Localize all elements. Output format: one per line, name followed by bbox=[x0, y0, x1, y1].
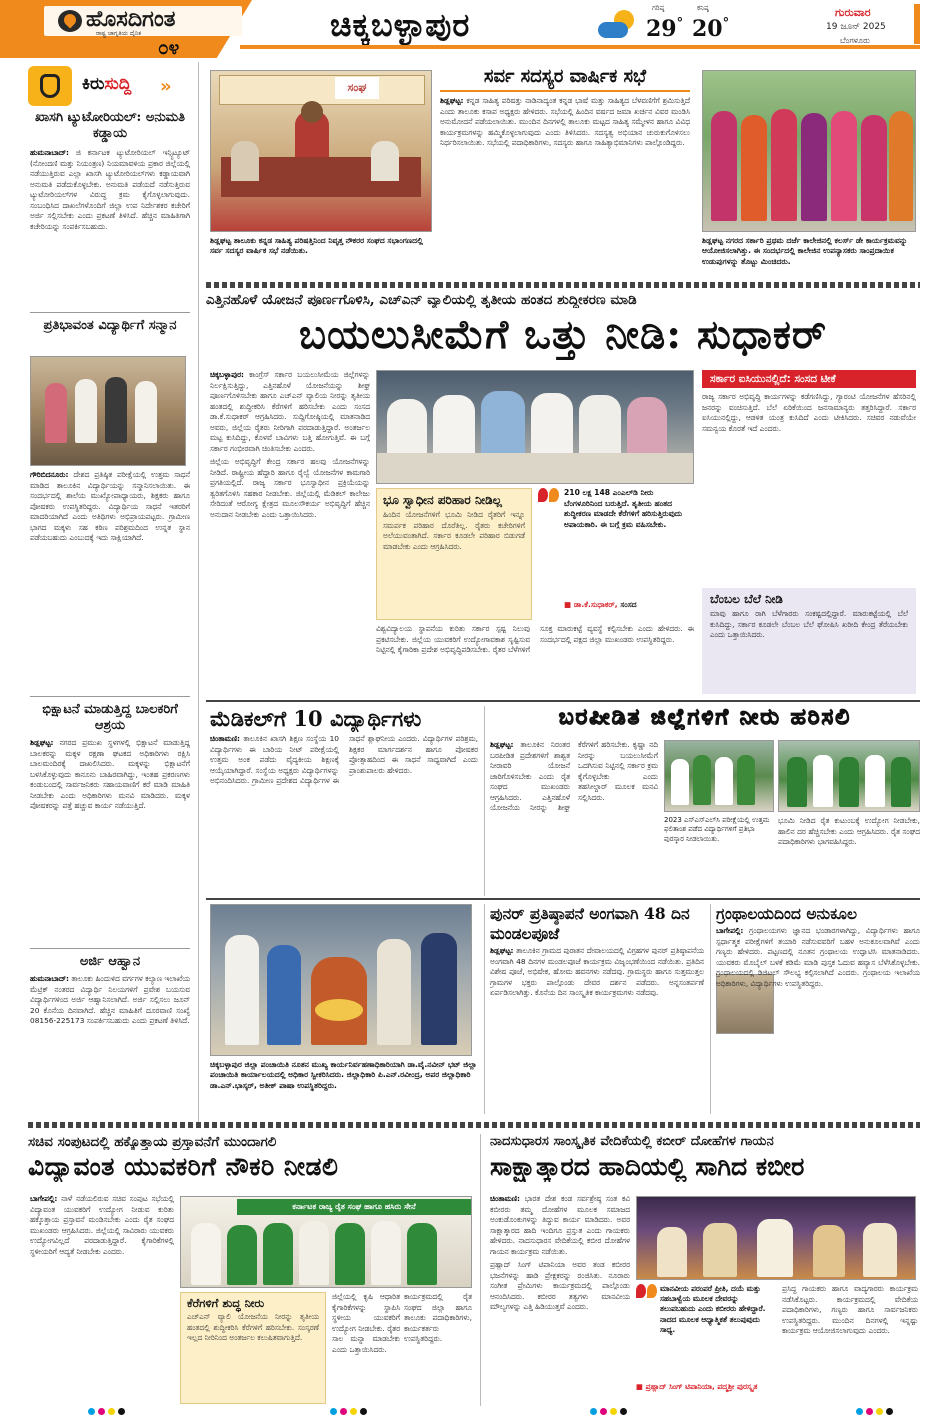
medical-dateline: ಚಿಂತಾಮಣಿ: bbox=[210, 734, 240, 743]
column-divider bbox=[480, 1134, 481, 1406]
drought-text: ತಾಲೂಕಿನ ನಿರಂತರ ಬರಪೀಡಿತ ಪ್ರದೇಶಗಳಿಗೆ ಶಾಶ್ವತ ನೀರಾವರಿ ಯೋಜನೆ ಜಾರಿಗೊಳಿಸಬೇಕು ಎಂದು ರೈತ ಸಂಘದ ಮುಖಂಡರು ಆಗ್ರಹಿಸಿದರು. ಎತ್ತಿನಹೊಳೆ ಯೋಜನೆಯ ನೀರನ್ನು ಶೀಘ್ರ ಕೆರೆಗಳಿಗೆ ಹರಿಸಬೇಕು. ಕೃಷ್ಣಾ ನದಿ ನೀರನ್ನು ಬಯಲುಸೀಮೆಗೆ ಒದಗಿಸುವ ನಿಟ್ಟಿನಲ್ಲಿ ಸರ್ಕಾರ ಕ್ರಮ ಕೈಗೊಳ್ಳಬೇಕು ಎಂದು ತಹಸೀಲ್ದಾರ್ ಮೂಲಕ ಮನವಿ ಸಲ್ಲಿಸಿದರು. bbox=[490, 740, 658, 813]
min-temp-label: ಕನಿಷ್ಠ bbox=[697, 4, 709, 12]
registration-marks bbox=[590, 1408, 650, 1416]
lead-body-a bbox=[210, 370, 370, 698]
kabir-text-a: ಭಾರತ ದೇಶ ಕಂಡ ಸರ್ವಶ್ರೇಷ್ಠ ಸಂತ ಕವಿ ಕಬೀರರು ತಮ್ಮ ದೋಹೆಗಳ ಮೂಲಕ ಸಮಾಜದ ಅಂಕುಡೊಂಕುಗಳನ್ನು ತಿದ್ದುವ ಕಾರ್ಯ ಮಾಡಿದರು. ಅವರ ಸಾಕ್ಷಾತ್ಕಾರದ ಹಾದಿ ಇಂದಿಗೂ ಪ್ರಸ್ತುತ ಎಂದು ಗಾಯಕರು ಹೇಳಿದರು. ನಾದಸುಧಾರಸ ವೇದಿಕೆಯಲ್ಲಿ ಕಬೀರ ದೋಹೆಗಳ ಗಾಯನ ಕಾರ್ಯಕ್ರಮ ನಡೆಯಿತು. bbox=[490, 1194, 630, 1256]
lead-side-body: ರಾಜ್ಯ ಸರ್ಕಾರ ಅಭಿವೃದ್ಧಿ ಕಾರ್ಯಗಳನ್ನು ಕಡೆಗಣಿಸಿದ್ದು, ಗ್ಯಾರಂಟಿ ಯೋಜನೆಗಳ ಹೆಸರಿನಲ್ಲಿ ಜನರನ್ನು ವಂಚಿಸುತ್ತಿದೆ. ಬೆಲೆ ಏರಿಕೆಯಿಂದ ಜನಸಾಮಾನ್ಯರು ತತ್ತರಿಸಿದ್ದಾರೆ. ಸರ್ಕಾರ ಐಸಿಯುನಲ್ಲಿದ್ದು, ಆಡಳಿತ ಯಂತ್ರ ಕುಸಿದಿದೆ ಎಂದು ಟೀಕಿಸಿದರು. ಸಚಿವರ ನಡುವೆಯೇ ಸಮನ್ವಯ ಕೊರತೆ ಇದೆ ಎಂದರು. bbox=[702, 392, 916, 433]
drought-body bbox=[490, 740, 658, 892]
registration-marks bbox=[330, 1408, 390, 1416]
lead-box-body: ಹಿಂದಿನ ಯೋಜನೆಗಳಿಗೆ ಭೂಮಿ ನೀಡಿದ ರೈತರಿಗೆ ಇನ್ನೂ ಸಮರ್ಪಕ ಪರಿಹಾರ ದೊರೆತಿಲ್ಲ. ರೈತರು ಕಚೇರಿಗಳಿಗೆ ಅಲೆಯುವಂತಾಗಿದೆ. ಸರ್ಕಾರ ಕೂಡಲೇ ಪರಿಹಾರ ಬಿಡುಗಡೆ ಮಾಡಬೇಕು ಎಂದು ಆಗ್ರಹಿಸಿದರು. bbox=[383, 510, 525, 551]
top-story1-body bbox=[440, 96, 690, 278]
lead-box bbox=[376, 488, 532, 620]
kirusuddi-label-b: ಸುದ್ದಿ bbox=[104, 74, 132, 94]
column-divider bbox=[484, 706, 485, 896]
drought-photo bbox=[664, 740, 774, 812]
brief4-headline: ಅರ್ಜಿ ಆಹ್ವಾನ bbox=[79, 954, 141, 969]
brand-tagline: ರಾಷ್ಟ್ರ ಜಾಗೃತಿಯ ದೈನಿಕ bbox=[96, 30, 142, 37]
drought-body-2: ಭೂಮಿ ನೀಡಿದ ರೈತ ಕುಟುಂಬಕ್ಕೆ ಉದ್ಯೋಗ ನೀಡಬೇಕು, ಹಾಲಿನ ದರ ಹೆಚ್ಚಿಸಬೇಕು ಎಂದು ಆಗ್ರಹಿಸಿದರು. ರೈತ ಸಂಘದ ಪದಾಧಿಕಾರಿಗಳು ಭಾಗವಹಿಸಿದ್ದರು. bbox=[778, 816, 920, 847]
top-story2-caption: ಶಿಡ್ಲಘಟ್ಟ ನಗರದ ಸರ್ಕಾರಿ ಪ್ರಥಮ ದರ್ಜೆ ಕಾಲೇಜಿನಲ್ಲಿ ಕಲರ್ಸ್ ಡೇ ಕಾರ್ಯಕ್ರಮವನ್ನು ಆಯೋಜಿಸಲಾಗಿತ್ತು. ಈ ಸಂದರ್ಭದಲ್ಲಿ ಕಾಲೇಜಿನ ಉಪನ್ಯಾಸಕರು ಸಾಂಪ್ರದಾಯಿಕ ಉಡುಪುಗಳನ್ನು ತೊಟ್ಟು ಮಿಂಚಿದರು. bbox=[702, 236, 908, 266]
divider bbox=[206, 898, 920, 900]
lead-headline: ಬಯಲುಸೀಮೆಗೆ ಒತ್ತು ನೀಡಿ: ಸುಧಾಕರ್ bbox=[299, 311, 827, 358]
lead-quote-attribution: ■ ಡಾ.ಕೆ.ಸುಧಾಕರ್, ಸಂಸದ bbox=[564, 600, 637, 609]
lead-side2-body: ಮಾವು ಹಾಗೂ ರಾಗಿ ಬೆಳೆಗಾರರು ಸಂಕಷ್ಟದಲ್ಲಿದ್ದಾರೆ. ಮಾರುಕಟ್ಟೆಯಲ್ಲಿ ಬೆಲೆ ಕುಸಿದಿದ್ದು, ಸರ್ಕಾರ ಕೂಡಲೇ ಬೆಂಬಲ ಬೆಲೆ ಘೋಷಿಸಿ ಖರೀದಿ ಕೇಂದ್ರ ತೆರೆಯಬೇಕು ಎಂದು ಒತ್ತಾಯಿಸಿದರು. bbox=[710, 609, 908, 640]
sun-cloud-icon bbox=[596, 8, 636, 44]
brief2-photo bbox=[30, 356, 186, 466]
lead-side2 bbox=[702, 588, 916, 694]
drought-caption: 2023 ಎಸ್‌ಎಸ್‌ಎಲ್‌ಸಿ ಪರೀಕ್ಷೆಯಲ್ಲಿ ಉತ್ತಮ ಫಲಿತಾಂಶ ಪಡೆದ ವಿದ್ಯಾರ್ಥಿಗಳಿಗೆ ಪ್ರತಿಭಾ ಪುರಸ್ಕಾರ ನೀಡಲಾಯಿತು. bbox=[664, 816, 770, 843]
kirusuddi-label-a: ಕಿರು bbox=[82, 74, 105, 94]
lead-body-c: ವಿಶ್ವವಿದ್ಯಾಲಯ ಸ್ಥಾಪನೆಯ ಕುರಿತು ಸರ್ಕಾರ ಸ್ಪಷ್ಟ ನಿಲುವು ಪ್ರಕಟಿಸಬೇಕು. ಜಿಲ್ಲೆಯ ಯುವಕರಿಗೆ ಉದ್ಯೋಗಾವಕಾಶ ಸೃಷ್ಟಿಸುವ ನಿಟ್ಟಿನಲ್ಲಿ ಕೈಗಾರಿಕಾ ಪ್ರದೇಶ ಅಭಿವೃದ್ಧಿಪಡಿಸಬೇಕು. ರೈತರ ಬೆಳೆಗಳಿಗೆ ಸೂಕ್ತ ಮಾರುಕಟ್ಟೆ ವ್ಯವಸ್ಥೆ ಕಲ್ಪಿಸಬೇಕು ಎಂದು ಹೇಳಿದರು. ಈ ಸಂದರ್ಭದಲ್ಲಿ ಪಕ್ಷದ ಜಿಲ್ಲಾ ಮುಖಂಡರು ಉಪಸ್ಥಿತರಿದ್ದರು. bbox=[376, 624, 694, 655]
column-divider bbox=[198, 62, 199, 1124]
lead-text-a: ಕಾಂಗ್ರೆಸ್ ಸರ್ಕಾರ ಬಯಲುಸೀಮೆಯ ಜಿಲ್ಲೆಗಳನ್ನು ನಿರ್ಲಕ್ಷಿಸುತ್ತಿದ್ದು, ಎತ್ತಿನಹೊಳೆ ಯೋಜನೆಯನ್ನು ಶೀಘ್ರ ಪೂರ್ಣಗೊಳಿಸಬೇಕು ಹಾಗೂ ಎಚ್‌ಎನ್ ವ್ಯಾಲಿಯ ನೀರನ್ನು ತೃತೀಯ ಹಂತದಲ್ಲಿ ಶುದ್ಧೀಕರಿಸಿ ಕೆರೆಗಳಿಗೆ ಹರಿಸಬೇಕು ಎಂದು ಸಂಸದ ಡಾ.ಕೆ.ಸುಧಾಕರ್ ಆಗ್ರಹಿಸಿದರು. ಸುದ್ದಿಗೋಷ್ಠಿಯಲ್ಲಿ ಮಾತನಾಡಿದ ಅವರು, ಜಿಲ್ಲೆಯ ರೈತರು ನೀರಿಗಾಗಿ ಪರದಾಡುತ್ತಿದ್ದಾರೆ. ಅಂತರ್ಜಲ ಮಟ್ಟ ಕುಸಿದಿದ್ದು, ಕೊಳವೆ ಬಾವಿಗಳು ಬತ್ತಿ ಹೋಗುತ್ತಿವೆ. ಈ ಬಗ್ಗೆ ಸರ್ಕಾರ ಗಂಭೀರವಾಗಿ ಚಿಂತಿಸಬೇಕು ಎಂದರು. bbox=[210, 370, 370, 453]
divider bbox=[206, 700, 920, 702]
top-story1-text: ಕನ್ನಡ ಸಾಹಿತ್ಯ ಪರಿಷತ್ತು ನಾಡಿನಾದ್ಯಂತ ಕನ್ನಡ ಭಾಷೆ ಮತ್ತು ಸಾಹಿತ್ಯದ ಬೆಳವಣಿಗೆಗೆ ಶ್ರಮಿಸುತ್ತಿದೆ ಎಂದು ತಾಲೂಕು ಕಸಾಪ ಅಧ್ಯಕ್ಷರು ಹೇಳಿದರು. ಸಭೆಯಲ್ಲಿ ಹಿಂದಿನ ವರ್ಷದ ಜಮಾ ಖರ್ಚಿನ ವಿವರ ಮಂಡಿಸಿ ಅನುಮೋದನೆ ಪಡೆಯಲಾಯಿತು. ಮುಂದಿನ ದಿನಗಳಲ್ಲಿ ತಾಲೂಕು ಮಟ್ಟದ ಸಾಹಿತ್ಯ ಸಮ್ಮೇಳನ ಹಾಗೂ ವಿವಿಧ ಕಾರ್ಯಕ್ರಮಗಳನ್ನು ಹಮ್ಮಿಕೊಳ್ಳಲಾಗುವುದು ಎಂದು ತಿಳಿಸಿದರು. ಸದಸ್ಯತ್ವ ಅಭಿಯಾನ ಚುರುಕುಗೊಳಿಸಲು ನಿರ್ಧರಿಸಲಾಯಿತು. ಸಭೆಯಲ್ಲಿ ಪದಾಧಿಕಾರಿಗಳು, ಸದಸ್ಯರು ಹಾಗೂ ಸಾಹಿತ್ಯಾಭಿಮಾನಿಗಳು ಪಾಲ್ಗೊಂಡಿದ್ದರು. bbox=[440, 96, 690, 148]
lead-kicker: ಎತ್ತಿನಹೊಳೆ ಯೋಜನೆ ಪೂರ್ಣಗೊಳಿಸಿ, ಎಚ್‌ಎನ್ ವ್ಯಾಲಿಯಲ್ಲಿ ತೃತೀಯ ಹಂತದ ಶುದ್ಧೀಕರಣ ಮಾಡಿ bbox=[206, 292, 637, 308]
kabir-quote-text: ಮಾನವೀಯ ಪರಂಪರೆ ಪ್ರೀತಿ, ದಯೆ ಮತ್ತು ಸಹಬಾಳ್ವೆಯ ಮೂಲಕ ದೇವರನ್ನು ತಲುಪಬಹುದು ಎಂದು ಕಬೀರರು ಹೇಳಿದ್ದಾರೆ. ನಾದದ ಮೂಲಕ ಆಧ್ಯಾತ್ಮಿಕತೆ ತಲುಪುವುದು ಸಾಧ್ಯ. bbox=[660, 1284, 766, 1334]
brand-name: ಹೊಸದಿಗಂತ bbox=[86, 6, 176, 32]
chevron-right-icon: » bbox=[160, 76, 172, 97]
brief4-dateline: ಹುಮನಾಬಾದ್: bbox=[30, 974, 70, 983]
min-temp bbox=[692, 16, 729, 42]
jobs-body-a bbox=[30, 1194, 174, 1404]
divider bbox=[30, 696, 190, 697]
jobs-banner: ಕರ್ನಾಟಕ ರಾಜ್ಯ ರೈತ ಸಂಘ ಹಾಗೂ ಹಸಿರು ಸೇನೆ bbox=[237, 1199, 471, 1215]
jobs-box-body: ಎಚ್‌ಎನ್ ವ್ಯಾಲಿ ಯೋಜನೆಯ ನೀರನ್ನು ತೃತೀಯ ಹಂತದಲ್ಲಿ ಶುದ್ಧೀಕರಿಸಿ ಕೆರೆಗಳಿಗೆ ಹರಿಸಬೇಕು. ಸಂಸ್ಕರಣೆ ಇಲ್ಲದ ನೀರಿನಿಂದ ಅಂತರ್ಜಲ ಕಲುಷಿತವಾಗುತ್ತಿದೆ. bbox=[187, 1312, 319, 1343]
photo-banner-text: ಸಂಘ bbox=[335, 77, 379, 99]
page-number: ೦೪ bbox=[158, 37, 180, 59]
kabir-quote-attribution: ■ ಪ್ರಹ್ಲಾದ್ ಸಿಂಗ್ ಟಿಪಾನಿಯಾ, ಪದ್ಮಶ್ರೀ ಪುರಸ್ಕೃತ bbox=[636, 1382, 758, 1391]
top-story1-dateline: ಶಿಡ್ಲಘಟ್ಟ: bbox=[440, 96, 464, 105]
column-divider bbox=[710, 904, 711, 1114]
lead-dateline: ಚಿಕ್ಕಬಳ್ಳಾಪುರ: bbox=[210, 370, 244, 379]
brief1-dateline: ಹುಮನಾಬಾದ್: bbox=[30, 148, 70, 157]
drought-headline: ಬರಪೀಡಿತ ಜಿಲ್ಲೆಗಳಿಗೆ ನೀರು ಹರಿಸಲಿ bbox=[558, 704, 852, 730]
lead-text-b: ಜಿಲ್ಲೆಯ ಅಭಿವೃದ್ಧಿಗೆ ಕೇಂದ್ರ ಸರ್ಕಾರ ಹಲವು ಯೋಜನೆಗಳನ್ನು ನೀಡಿದೆ. ರಾಷ್ಟ್ರೀಯ ಹೆದ್ದಾರಿ ಹಾಗೂ ರೈಲ್ವೆ ಯೋಜನೆಗಳ ಕಾಮಗಾರಿ ಪ್ರಗತಿಯಲ್ಲಿದೆ. ರಾಜ್ಯ ಸರ್ಕಾರ ಭೂಸ್ವಾಧೀನ ಪ್ರಕ್ರಿಯೆಯನ್ನು ತ್ವರಿತಗೊಳಿಸಿ ಸಹಕಾರ ನೀಡಬೇಕು. ಜಿಲ್ಲೆಯಲ್ಲಿ ಮೆಡಿಕಲ್ ಕಾಲೇಜು ಸೇರಿದಂತೆ ಆರೋಗ್ಯ ಕ್ಷೇತ್ರದ ಮೂಲಸೌಕರ್ಯ ಅಭಿವೃದ್ಧಿಗೆ ಹೆಚ್ಚಿನ ಅನುದಾನ ನೀಡಬೇಕು ಎಂದು ಒತ್ತಾಯಿಸಿದರು. bbox=[210, 457, 370, 519]
brief3-text: ನಗರದ ಪ್ರಮುಖ ಸ್ಥಳಗಳಲ್ಲಿ ಭಿಕ್ಷಾಟನೆ ಮಾಡುತ್ತಿದ್ದ ಬಾಲಕರನ್ನು ಮಕ್ಕಳ ರಕ್ಷಣಾ ಘಟಕದ ಅಧಿಕಾರಿಗಳು ರಕ್ಷಿಸಿ ಬಾಲಮಂದಿರಕ್ಕೆ ದಾಖಲಿಸಿದರು. ಮಕ್ಕಳನ್ನು ಭಿಕ್ಷಾಟನೆಗೆ ಬಳಸಿಕೊಳ್ಳುವುದು ಕಾನೂನು ಬಾಹಿರವಾಗಿದ್ದು, ಇಂತಹ ಪ್ರಕರಣಗಳು ಕಂಡುಬಂದಲ್ಲಿ ಸಾರ್ವಜನಿಕರು ಸಹಾಯವಾಣಿಗೆ ಕರೆ ಮಾಡಿ ಮಾಹಿತಿ ನೀಡಬೇಕು ಎಂದು ಅಧಿಕಾರಿಗಳು ಮನವಿ ಮಾಡಿದರು. ಮಕ್ಕಳ ಪೋಷಕರನ್ನು ಪತ್ತೆ ಹಚ್ಚುವ ಕಾರ್ಯ ನಡೆಯುತ್ತಿದೆ. bbox=[30, 738, 190, 811]
kabir-body-c: ಪ್ರಸಿದ್ಧ ಗಾಯಕರು ಹಾಗೂ ವಾದ್ಯಗಾರರು ಕಾರ್ಯಕ್ರಮ ನಡೆಸಿಕೊಟ್ಟರು. ಕಾರ್ಯಕ್ರಮದಲ್ಲಿ ವೇದಿಕೆಯ ಪದಾಧಿಕಾರಿಗಳು, ಗಣ್ಯರು ಹಾಗೂ ಸಾರ್ವಜನಿಕರು ಉಪಸ್ಥಿತರಿದ್ದರು. ಮುಂದಿನ ದಿನಗಳಲ್ಲಿ ಇನ್ನಷ್ಟು ಕಾರ್ಯಕ್ರಮ ಆಯೋಜಿಸಲಾಗುವುದು ಎಂದರು. bbox=[782, 1284, 918, 1336]
jobs-kicker: ಸಚಿವ ಸಂಪುಟದಲ್ಲಿ ಹಕ್ಕೊತ್ತಾಯ ಪ್ರಸ್ತಾವನೆಗೆ ಮುಂದಾಗಲಿ bbox=[28, 1134, 277, 1150]
top-story2-photo bbox=[702, 70, 916, 232]
registration-marks bbox=[856, 1408, 916, 1416]
medical-text: ತಾಲೂಕಿನ ಖಾಸಗಿ ಶಿಕ್ಷಣ ಸಂಸ್ಥೆಯ 10 ವಿದ್ಯಾರ್ಥಿಗಳು ಈ ಬಾರಿಯ ನೀಟ್ ಪರೀಕ್ಷೆಯಲ್ಲಿ ಉತ್ತಮ ಅಂಕ ಪಡೆದು ವೈದ್ಯಕೀಯ ಶಿಕ್ಷಣಕ್ಕೆ ಆಯ್ಕೆಯಾಗಿದ್ದಾರೆ. ಸಂಸ್ಥೆಯ ಅಧ್ಯಕ್ಷರು ವಿದ್ಯಾರ್ಥಿಗಳನ್ನು ಅಭಿನಂದಿಸಿದರು. ಗ್ರಾಮೀಣ ಪ್ರದೇಶದ ವಿದ್ಯಾರ್ಥಿಗಳ ಈ ಸಾಧನೆ ಶ್ಲಾಘನೀಯ ಎಂದರು. ವಿದ್ಯಾರ್ಥಿಗಳ ಪರಿಶ್ರಮ, ಶಿಕ್ಷಕರ ಮಾರ್ಗದರ್ಶನ ಹಾಗೂ ಪೋಷಕರ ಪ್ರೋತ್ಸಾಹದಿಂದ ಈ ಸಾಧನೆ ಸಾಧ್ಯವಾಗಿದೆ ಎಂದು ಪ್ರಾಂಶುಪಾಲರು ಹೇಳಿದರು. bbox=[210, 734, 478, 786]
top-story1-headline: ಸರ್ವ ಸದಸ್ಯರ ವಾರ್ಷಿಕ ಸಭೆ bbox=[483, 66, 647, 87]
medical-headline: ಮೆಡಿಕಲ್‌ಗೆ 10 ವಿದ್ಯಾರ್ಥಿಗಳು bbox=[210, 706, 422, 731]
min-temp-value: 20 bbox=[692, 16, 723, 42]
kabir-dateline: ಚಿಂತಾಮಣಿ: bbox=[490, 1194, 520, 1203]
kabir-quote-role: ಪದ್ಮಶ್ರೀ ಪುರಸ್ಕೃತ bbox=[717, 1382, 758, 1391]
kabir-kicker: ನಾದಸುಧಾರಸ ಸಾಂಸ್ಕೃತಿಕ ವೇದಿಕೆಯಲ್ಲಿ ಕಬೀರ್ ದೋಹೆಗಳ ಗಾಯನ bbox=[490, 1134, 774, 1149]
brief1-headline: ಖಾಸಗಿ ಟ್ಯುಟೋರಿಯಲ್: ಅನುಮತಿ ಕಡ್ಡಾಯ bbox=[34, 110, 185, 142]
registration-marks bbox=[88, 1408, 148, 1416]
masthead bbox=[0, 0, 945, 58]
city: ಬೆಂಗಳೂರು bbox=[840, 36, 870, 45]
finger-icon-glyph bbox=[40, 74, 60, 98]
divider bbox=[30, 312, 190, 313]
anganwadi-text: ತಾಲೂಕಿನ ಗ್ರಾಮದ ಪುರಾತನ ದೇವಾಲಯದಲ್ಲಿ ವಿಗ್ರಹಗಳ ಪುನರ್ ಪ್ರತಿಷ್ಠಾಪನೆಯ ಅಂಗವಾಗಿ 48 ದಿನಗಳ ಮಂಡಲಪೂಜೆ ಕಾರ್ಯಕ್ರಮ ವಿಜೃಂಭಣೆಯಿಂದ ನಡೆಯಿತು. ಪ್ರತಿದಿನ ವಿಶೇಷ ಪೂಜೆ, ಅಭಿಷೇಕ, ಹೋಮ ಹವನಗಳು ನಡೆದವು. ಗ್ರಾಮಸ್ಥರು ಹಾಗೂ ಸುತ್ತಮುತ್ತಲ ಗ್ರಾಮಗಳ ಭಕ್ತರು ಪಾಲ್ಗೊಂಡು ದೇವರ ದರ್ಶನ ಪಡೆದರು. ಅನ್ನಸಂತರ್ಪಣೆ ಏರ್ಪಡಿಸಲಾಗಿತ್ತು. ಕೊನೆಯ ದಿನ ಸಾಂಸ್ಕೃತಿಕ ಕಾರ್ಯಕ್ರಮಗಳು ನಡೆದವು. bbox=[490, 946, 704, 998]
quote-mark-icon bbox=[538, 488, 560, 510]
masthead-end-bar bbox=[914, 4, 920, 44]
zp-caption: ಚಿಕ್ಕಬಳ್ಳಾಪುರ ಜಿಲ್ಲಾ ಪಂಚಾಯಿತಿ ನೂತನ ಮುಖ್ಯ ಕಾರ್ಯನಿರ್ವಹಣಾಧಿಕಾರಿಯಾಗಿ ಡಾ.ವೈ.ನವೀನ್ ಭಟ್ ಜಿಲ್ಲಾ ಪಂಚಾಯಿತಿ ಕಾರ್ಯಾಲಯದಲ್ಲಿ ಅಧಿಕಾರ ಸ್ವೀಕರಿಸಿದರು. ಜಿಲ್ಲಾಧಿಕಾರಿ ಪಿ.ಎನ್.ರವೀಂದ್ರ, ಅಪರ ಜಿಲ್ಲಾಧಿಕಾರಿ ಡಾ.ಎನ್.ಭಾಸ್ಕರ್, ಅತೀಕ್ ಪಾಷಾ ಉಪಸ್ಥಿತರಿದ್ದರು. bbox=[210, 1060, 477, 1090]
section-dots bbox=[28, 1122, 920, 1128]
max-temp bbox=[646, 16, 683, 42]
max-temp-value: 29 bbox=[646, 16, 677, 42]
medical-body bbox=[210, 734, 478, 892]
library-dateline: ಬಾಗೇಪಲ್ಲಿ: bbox=[716, 926, 744, 935]
anganwadi-headline: ಪುನರ್ ಪ್ರತಿಷ್ಠಾಪನೆ ಅಂಗವಾಗಿ 48 ದಿನ ಮಂಡಲಪೂಜೆ bbox=[490, 904, 690, 944]
top-story1-photo bbox=[210, 70, 432, 232]
degree-symbol: ° bbox=[676, 16, 684, 31]
lead-quote-role: ಸಂಸದ bbox=[620, 600, 637, 609]
anganwadi-dateline: ಶಿಡ್ಲಘಟ್ಟ: bbox=[490, 946, 514, 955]
lead-side2-title: ಬೆಂಬಲ ಬೆಲೆ ನೀಡಿ bbox=[710, 592, 783, 606]
column-divider bbox=[484, 904, 485, 1114]
anganwadi-body bbox=[490, 946, 704, 1114]
brief2-body bbox=[30, 470, 190, 692]
kabir-headline: ಸಾಕ್ಷಾತ್ಕಾರದ ಹಾದಿಯಲ್ಲಿ ಸಾಗಿದ ಕಬೀರ bbox=[490, 1152, 805, 1181]
jobs-photo bbox=[180, 1196, 472, 1288]
zp-photo bbox=[210, 904, 472, 1056]
jobs-body-c: ಕಾರ್ಯಕ್ರಮದಲ್ಲಿ ರೈತ ಸಂಘದ ಜಿಲ್ಲಾ ಹಾಗೂ ತಾಲೂಕು ಪದಾಧಿಕಾರಿಗಳು, ಕಾರ್ಯಕರ್ತರು ಉಪಸ್ಥಿತರಿದ್ದರು. bbox=[404, 1292, 472, 1344]
kabir-body-a bbox=[490, 1194, 630, 1404]
brief4-body bbox=[30, 974, 190, 1114]
kirusuddi-label bbox=[82, 74, 131, 94]
kabir-quote bbox=[636, 1284, 776, 1404]
jobs-dateline: ಬಾಗೇಪಲ್ಲಿ: bbox=[30, 1194, 58, 1203]
max-temp-label: ಗರಿಷ್ಠ bbox=[652, 4, 665, 12]
brief2-text: ದೇಶದ ಪ್ರತಿಷ್ಠಿತ ಪರೀಕ್ಷೆಯಲ್ಲಿ ಉತ್ತಮ ಸಾಧನೆ ಮಾಡಿದ ತಾಲೂಕಿನ ವಿದ್ಯಾರ್ಥಿಯನ್ನು ಸನ್ಮಾನಿಸಲಾಯಿತು. ಈ ಸಂದರ್ಭದಲ್ಲಿ ಶಾಲೆಯ ಮುಖ್ಯೋಪಾಧ್ಯಾಯರು, ಶಿಕ್ಷಕರು ಹಾಗೂ ಪೋಷಕರು ಉಪಸ್ಥಿತರಿದ್ದರು. ವಿದ್ಯಾರ್ಥಿಯ ಸಾಧನೆ ಇತರರಿಗೆ ಮಾದರಿಯಾಗಿದೆ ಎಂದು ಅತಿಥಿಗಳು ಅಭಿಪ್ರಾಯಪಟ್ಟರು. ಗ್ರಾಮೀಣ ಭಾಗದ ಮಕ್ಕಳು ಸಹ ಕಠಿಣ ಪರಿಶ್ರಮದಿಂದ ಉನ್ನತ ಸ್ಥಾನ ಪಡೆಯಬಹುದು ಎಂಬುದಕ್ಕೆ ಇದು ಸಾಕ್ಷಿಯಾಗಿದೆ. bbox=[30, 470, 190, 543]
lead-side-title: ಸರ್ಕಾರ ಐಸಿಯುನಲ್ಲಿದೆ: ಸಂಸದ ಟೀಕೆ bbox=[702, 370, 916, 388]
lead-quote bbox=[538, 488, 694, 620]
masthead-rule bbox=[240, 45, 920, 49]
library-body bbox=[716, 926, 920, 1114]
drought-photo-2 bbox=[778, 740, 920, 812]
jobs-headline: ವಿದ್ಯಾವಂತ ಯುವಕರಿಗೆ ನೌಕರಿ ನೀಡಲಿ bbox=[28, 1152, 339, 1181]
jobs-box bbox=[180, 1292, 326, 1404]
brief2-dateline: ಗೌರಿಬಿದನೂರು: bbox=[30, 470, 69, 479]
date: 19 ಜೂನ್ 2025 bbox=[826, 22, 886, 32]
kirusuddi-header bbox=[28, 66, 186, 106]
quote-mark-icon bbox=[636, 1284, 658, 1306]
kabir-text-b: ಪ್ರಹ್ಲಾದ್ ಸಿಂಗ್ ಟಿಪಾನಿಯಾ ಅವರ ತಂಡ ಕಬೀರರ ಭಜನೆಗಳನ್ನು ಹಾಡಿ ಪ್ರೇಕ್ಷಕರನ್ನು ರಂಜಿಸಿತು. ನೂರಾರು ಸಂಗೀತ ಪ್ರೇಮಿಗಳು ಕಾರ್ಯಕ್ರಮದಲ್ಲಿ ಪಾಲ್ಗೊಂಡು ಆನಂದಿಸಿದರು. ಕಬೀರರ ತತ್ವಗಳು ಮಾನವೀಯ ಮೌಲ್ಯಗಳನ್ನು ಎತ್ತಿ ಹಿಡಿಯುತ್ತವೆ ಎಂದರು. bbox=[490, 1260, 630, 1312]
brief2-headline: ಪ್ರತಿಭಾವಂತ ವಿದ್ಯಾರ್ಥಿಗೆ ಸನ್ಮಾನ bbox=[43, 318, 177, 333]
jobs-text-a: ನಾಳೆ ನಡೆಯಲಿರುವ ಸಚಿವ ಸಂಪುಟ ಸಭೆಯಲ್ಲಿ ವಿದ್ಯಾವಂತ ಯುವಕರಿಗೆ ಉದ್ಯೋಗ ನೀಡುವ ಕುರಿತು ಹಕ್ಕೊತ್ತಾಯ ಪ್ರಸ್ತಾವನೆ ಮಂಡಿಸಬೇಕು ಎಂದು ರೈತ ಸಂಘದ ಮುಖಂಡರು ಆಗ್ರಹಿಸಿದರು. ಜಿಲ್ಲೆಯಲ್ಲಿ ಸಾವಿರಾರು ಯುವಕರು ಉದ್ಯೋಗವಿಲ್ಲದೆ ಪರದಾಡುತ್ತಿದ್ದಾರೆ. ಕೈಗಾರಿಕೆಗಳಲ್ಲಿ ಸ್ಥಳೀಯರಿಗೆ ಆದ್ಯತೆ ನೀಡಬೇಕು ಎಂದರು. bbox=[30, 1194, 174, 1256]
jobs-box-title: ಕೆರೆಗಳಿಗೆ ಶುದ್ಧ ನೀರು bbox=[187, 1296, 265, 1310]
brief4-text: ತಾಲೂಕು ಹಿಂದುಳಿದ ವರ್ಗಗಳ ಕಲ್ಯಾಣ ಇಲಾಖೆಯ ಮೆಟ್ರಿಕ್ ನಂತರದ ವಿದ್ಯಾರ್ಥಿ ನಿಲಯಗಳಿಗೆ ಪ್ರವೇಶ ಬಯಸುವ ವಿದ್ಯಾರ್ಥಿಗಳಿಂದ ಅರ್ಜಿ ಆಹ್ವಾನಿಸಲಾಗಿದೆ. ಅರ್ಜಿ ಸಲ್ಲಿಸಲು ಜೂನ್ 20 ಕೊನೆಯ ದಿನವಾಗಿದೆ. ಹೆಚ್ಚಿನ ಮಾಹಿತಿಗೆ ದೂರವಾಣಿ ಸಂಖ್ಯೆ 08156-225173 ಸಂಪರ್ಕಿಸಬಹುದು ಎಂದು ಪ್ರಕಟಣೆ ತಿಳಿಸಿದೆ. bbox=[30, 974, 190, 1026]
top-story1-caption: ಶಿಡ್ಲಘಟ್ಟ ತಾಲೂಕು ಕನ್ನಡ ಸಾಹಿತ್ಯ ಪರಿಷತ್ತಿನಿಂದ ನಿವೃತ್ತ ನೌಕರರ ಸಂಘದ ಸಭಾಂಗಣದಲ್ಲಿ ಸರ್ವ ಸದಸ್ಯರ ವಾರ್ಷಿಕ ಸಭೆ ನಡೆಯಿತು. bbox=[210, 236, 423, 256]
degree-symbol-min: ° bbox=[722, 16, 730, 31]
lead-photo bbox=[376, 370, 694, 484]
top-story1-headline-box bbox=[440, 66, 690, 92]
kabir-photo bbox=[636, 1196, 916, 1280]
kabir-quote-author: ಪ್ರಹ್ಲಾದ್ ಸಿಂಗ್ ಟಿಪಾನಿಯಾ, bbox=[645, 1382, 715, 1391]
lead-quote-author: ಡಾ.ಕೆ.ಸುಧಾಕರ್, bbox=[573, 600, 618, 609]
lead-quote-text: 210 ಲಕ್ಷ 148 ಎಂಎಲ್‌ಡಿ ನೀರು ಬೆಂಗಳೂರಿನಿಂದ ಬರುತ್ತಿದೆ. ತೃತೀಯ ಹಂತದ ಶುದ್ಧೀಕರಣ ಮಾಡದೇ ಕೆರೆಗಳಿಗೆ ಹರಿಸುತ್ತಿರುವುದು ಅಪಾಯಕಾರಿ. ಈ ಬಗ್ಗೆ ಕ್ರಮ ವಹಿಸಬೇಕು. bbox=[564, 488, 683, 529]
edition-title: ಚಿಕ್ಕಬಳ್ಳಾಪುರ bbox=[330, 6, 471, 44]
divider bbox=[30, 948, 190, 949]
brief1-text: ಜಿ ಕರ್ನಾಟಕ ಟ್ಯುಟೋರಿಯಲ್ ಇನ್ಸ್ಟಿಟ್ಯೂಟ್ (ನೋಂದಣಿ ಮತ್ತು ನಿಯಂತ್ರಣ) ನಿಯಮಾವಳಿಯ ಪ್ರಕಾರ ಜಿಲ್ಲೆಯಲ್ಲಿ ನಡೆಯುತ್ತಿರುವ ಎಲ್ಲಾ ಖಾಸಗಿ ಟ್ಯುಟೋರಿಯಲ್‌ಗಳು ಕಡ್ಡಾಯವಾಗಿ ಅನುಮತಿ ಪಡೆದುಕೊಳ್ಳಬೇಕು. ಅನುಮತಿ ಪಡೆಯದೆ ನಡೆಸುತ್ತಿರುವ ಟ್ಯುಟೋರಿಯಲ್‌ಗಳ ವಿರುದ್ಧ ಕ್ರಮ ಕೈಗೊಳ್ಳಲಾಗುವುದು. ಸಂಬಂಧಿಸಿದ ದಾಖಲೆಗಳೊಂದಿಗೆ ಜಿಲ್ಲಾ ಉಪ ನಿರ್ದೇಶಕರ ಕಚೇರಿಗೆ ಅರ್ಜಿ ಸಲ್ಲಿಸಬೇಕು ಎಂದು ಪ್ರಕಟಣೆ ತಿಳಿಸಿದೆ. ಹೆಚ್ಚಿನ ಮಾಹಿತಿಗಾಗಿ ಕಚೇರಿಯನ್ನು ಸಂಪರ್ಕಿಸಬಹುದು. bbox=[30, 148, 190, 231]
weekday: ಗುರುವಾರ bbox=[835, 6, 871, 19]
drought-dateline: ಶಿಡ್ಲಘಟ್ಟ: bbox=[490, 740, 514, 749]
library-headline: ಗ್ರಂಥಾಲಯದಿಂದ ಅನುಕೂಲ bbox=[716, 904, 857, 923]
brief3-dateline: ಶಿಡ್ಲಘಟ್ಟ: bbox=[30, 738, 54, 747]
library-text: ಗ್ರಂಥಾಲಯಗಳು ಜ್ಞಾನದ ಭಂಡಾರಗಳಾಗಿದ್ದು, ವಿದ್ಯಾರ್ಥಿಗಳು ಹಾಗೂ ಸ್ಪರ್ಧಾತ್ಮಕ ಪರೀಕ್ಷೆಗಳಿಗೆ ತಯಾರಿ ನಡೆಸುವವರಿಗೆ ಬಹಳ ಅನುಕೂಲವಾಗಿವೆ ಎಂದು ಗಣ್ಯರು ಹೇಳಿದರು. ಪಟ್ಟಣದಲ್ಲಿ ನೂತನ ಗ್ರಂಥಾಲಯ ಉದ್ಘಾಟಿಸಿ ಮಾತನಾಡಿದರು. ಯುವಕರು ಮೊಬೈಲ್ ಬಳಕೆ ಕಡಿಮೆ ಮಾಡಿ ಪುಸ್ತಕ ಓದುವ ಹವ್ಯಾಸ ಬೆಳೆಸಿಕೊಳ್ಳಬೇಕು. ಗ್ರಂಥಾಲಯದಲ್ಲಿ ಡಿಜಿಟಲ್ ಸೌಲಭ್ಯ ಕಲ್ಪಿಸಲಾಗಿದೆ ಎಂದರು. ಗ್ರಂಥಾಲಯ ಇಲಾಖೆಯ ಅಧಿಕಾರಿಗಳು, ವಿದ್ಯಾರ್ಥಿಗಳು ಉಪಸ್ಥಿತರಿದ್ದರು. bbox=[716, 926, 920, 988]
photo-banner bbox=[219, 75, 425, 105]
jobs-body-b: ಜಿಲ್ಲೆಯಲ್ಲಿ ಕೃಷಿ ಆಧಾರಿತ ಕೈಗಾರಿಕೆಗಳನ್ನು ಸ್ಥಾಪಿಸಿ ಸ್ಥಳೀಯ ಯುವಕರಿಗೆ ಉದ್ಯೋಗ ನೀಡಬೇಕು. ರೈತರ ಸಾಲ ಮನ್ನಾ ಮಾಡಬೇಕು ಎಂದು ಒತ್ತಾಯಿಸಿದರು. bbox=[332, 1292, 400, 1354]
brief3-body bbox=[30, 738, 190, 944]
section-dots bbox=[206, 282, 920, 288]
brief3-headline: ಭಿಕ್ಷಾಟನೆ ಮಾಡುತ್ತಿದ್ದ ಬಾಲಕರಿಗೆ ಆಶ್ರಯ bbox=[42, 702, 178, 734]
lead-box-title: ಭೂ ಸ್ವಾಧೀನ ಪರಿಹಾರ ನೀಡಿಲ್ಲ bbox=[383, 493, 502, 507]
